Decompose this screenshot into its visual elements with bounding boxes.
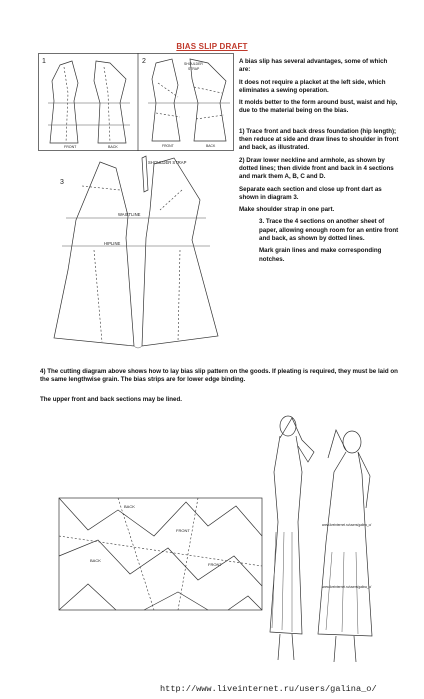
watermark-top: www.liveinternet.ru/users/galina_o/ bbox=[322, 523, 372, 527]
cutting-diagram bbox=[58, 496, 264, 614]
watermark-bottom: www.liveinternet.ru/users/galina_o/ bbox=[322, 585, 372, 589]
intro-paragraph-1: A bias slip has several advantages, some of which are: bbox=[239, 58, 388, 74]
lined-note: The upper front and back sections may be lined. bbox=[40, 396, 182, 403]
step-1: 1) Trace front and back dress foundation (hip length); then reduce at side and draw lines to shoulder in front and back, as illustrated. bbox=[239, 127, 399, 152]
page-title: BIAS SLIP DRAFT bbox=[176, 42, 248, 51]
intro-paragraph-3: It molds better to the form around bust, waist and hip, due to the material being on the bias. bbox=[239, 99, 398, 115]
cutting-diagram-back-label-2: BACK bbox=[90, 558, 101, 563]
diagram-3-shoulder-strap-label: SHOULDER STRAP bbox=[148, 160, 187, 165]
step-3-grain: Mark grain lines and make corresponding notches. bbox=[259, 247, 382, 263]
diagram-1-number: 1 bbox=[42, 58, 46, 65]
diagram-2-front-label: FRONT bbox=[162, 144, 174, 148]
intro-paragraph-2: It does not require a placket at the left side, which eliminates a sewing operation. bbox=[239, 78, 386, 94]
right-column-text bbox=[239, 58, 399, 264]
diagram-3-hipline-label: HIPLINE bbox=[104, 241, 121, 246]
cutting-note: 4) The cutting diagram above shows how to lay bias slip pattern on the goods. If pleating is required, they must be laid on the same lengthwise grain. The bias strips are for lower edge binding. bbox=[40, 368, 398, 384]
diagram-2-strap-label: STRAP bbox=[188, 67, 200, 71]
cutting-diagram-back-label: BACK bbox=[124, 504, 135, 509]
diagram-2-shoulder-label: SHOULDER bbox=[184, 62, 203, 66]
step-2: 2) Draw lower neckline and armhole, as shown by dotted lines; then divide front and back in 4 sections and mark them A, B, C and D. bbox=[239, 156, 394, 181]
diagram-3-waistline-label: WAISTLINE bbox=[118, 212, 141, 217]
source-url[interactable]: http://www.liveinternet.ru/users/galina_o/ bbox=[160, 684, 377, 694]
diagram-1-front-label: FRONT bbox=[64, 145, 77, 149]
step-3: 3. Trace the 4 sections on another sheet of paper, allowing enough room for an entire front and back, as shown by dotted lines. bbox=[259, 218, 399, 243]
diagram-3-number: 3 bbox=[60, 179, 64, 186]
diagram-2-number: 2 bbox=[142, 58, 146, 65]
draft-diagrams-1-2 bbox=[38, 53, 234, 151]
cutting-diagram-front-label-2: FRONT bbox=[208, 562, 222, 567]
cutting-diagram-front-label: FRONT bbox=[176, 528, 190, 533]
diagram-1-back-label: BACK bbox=[108, 145, 118, 149]
fashion-illustration bbox=[262, 412, 384, 670]
diagram-2-back-label: BACK bbox=[206, 144, 216, 148]
step-2-strap: Make shoulder strap in one part. bbox=[239, 206, 335, 214]
draft-diagram-3 bbox=[42, 150, 238, 360]
step-2-separate: Separate each section and close up front dart as shown in diagram 3. bbox=[239, 185, 382, 201]
